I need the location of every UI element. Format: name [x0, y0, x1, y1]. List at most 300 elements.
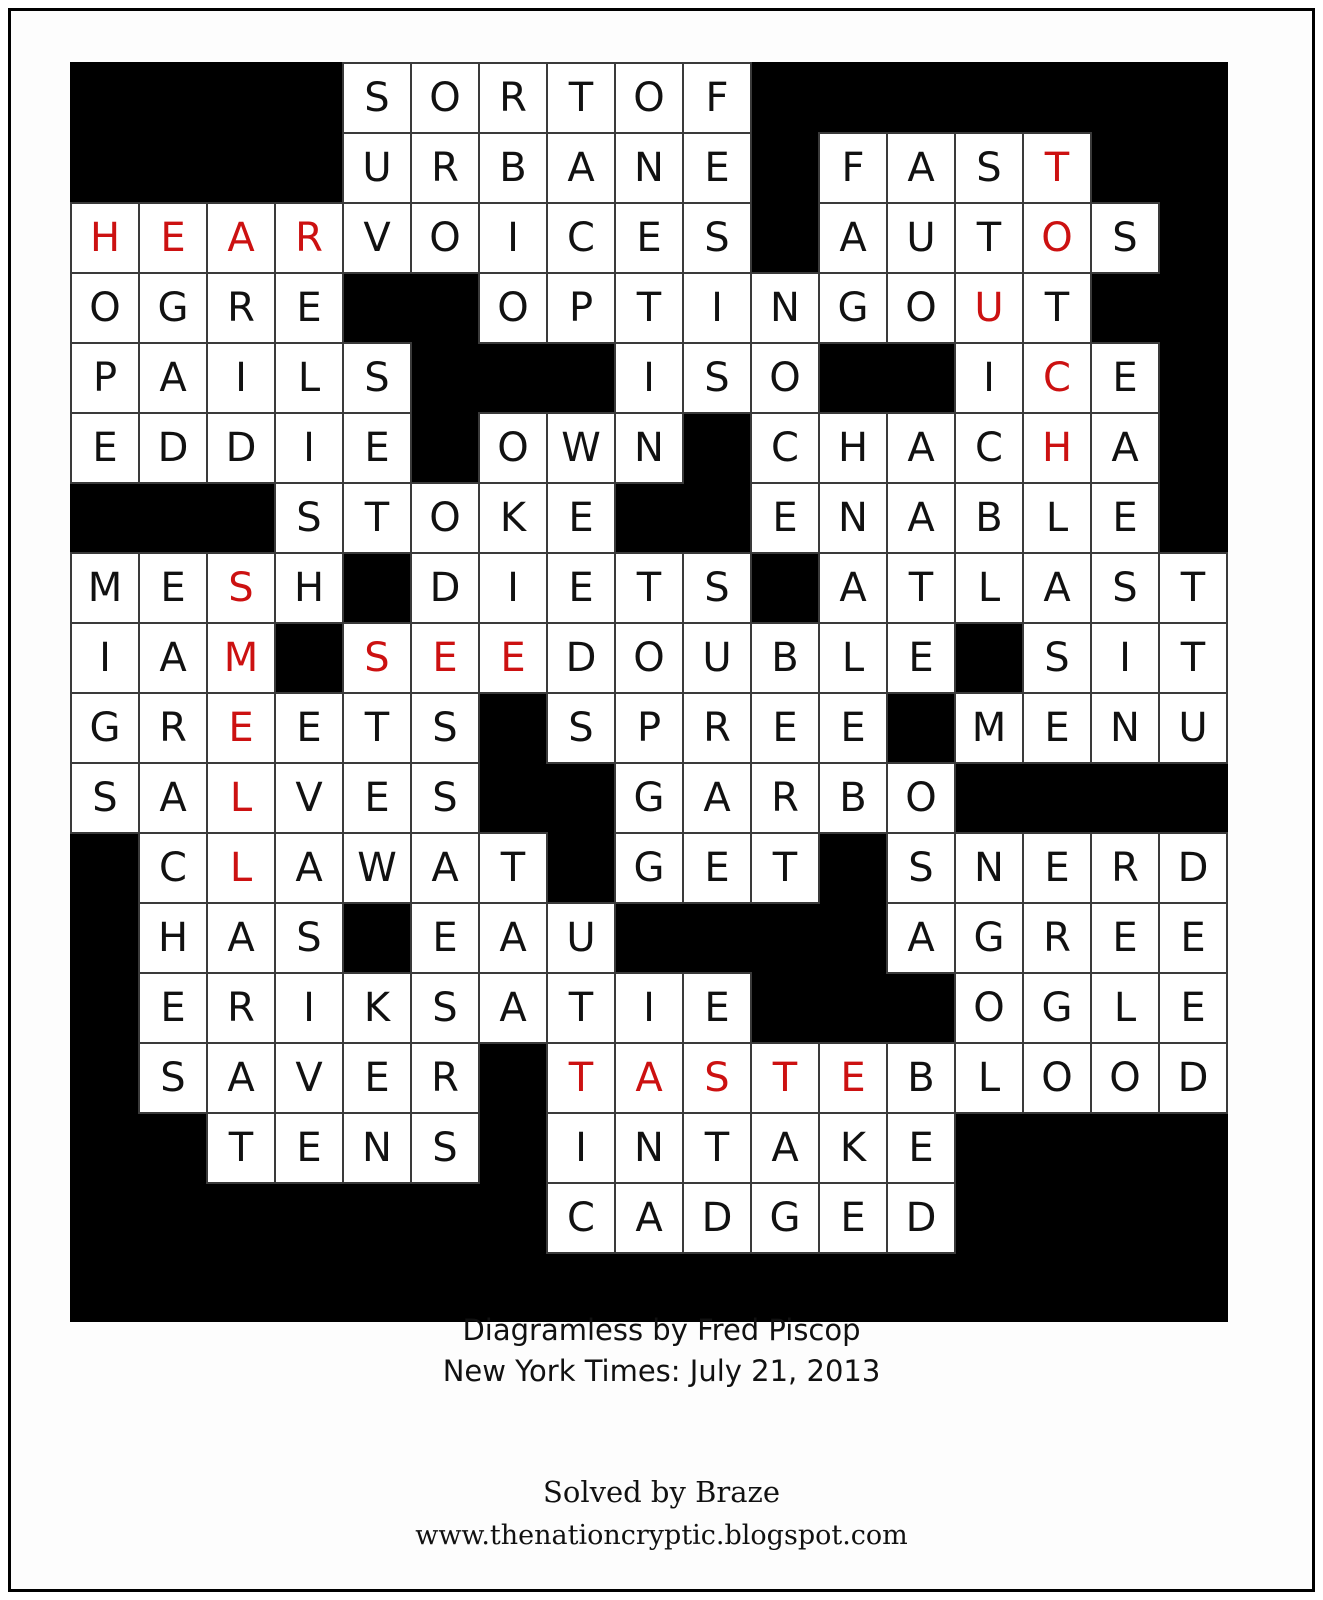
grid-cell-letter[interactable]: A	[887, 483, 955, 553]
grid-cell-letter[interactable]: V	[275, 763, 343, 833]
grid-cell-letter[interactable]: O	[479, 273, 547, 343]
grid-cell-block	[1091, 133, 1159, 203]
grid-cell-letter[interactable]: R	[1091, 833, 1159, 903]
grid-cell-letter[interactable]: P	[615, 693, 683, 763]
grid-cell-letter[interactable]: G	[139, 273, 207, 343]
grid-cell-block	[1159, 203, 1227, 273]
grid-cell-letter[interactable]: O	[479, 413, 547, 483]
grid-cell-letter[interactable]: I	[955, 343, 1023, 413]
grid-cell-letter[interactable]: E	[683, 973, 751, 1043]
grid-cell-letter[interactable]: E	[343, 1043, 411, 1113]
grid-cell-block	[1091, 1183, 1159, 1253]
grid-cell-letter[interactable]: K	[343, 973, 411, 1043]
grid-cell-letter[interactable]: C	[1023, 343, 1091, 413]
grid-cell-letter[interactable]: A	[1091, 413, 1159, 483]
grid-cell-letter[interactable]: E	[1091, 903, 1159, 973]
grid-cell-letter[interactable]: I	[71, 623, 139, 693]
grid-cell-block	[411, 1183, 479, 1253]
grid-cell-letter[interactable]: O	[955, 973, 1023, 1043]
grid-cell-block	[1159, 413, 1227, 483]
grid-cell-letter[interactable]: A	[819, 553, 887, 623]
grid-cell-letter[interactable]: A	[615, 1043, 683, 1113]
grid-cell-letter[interactable]: O	[887, 763, 955, 833]
grid-cell-letter[interactable]: E	[1023, 693, 1091, 763]
grid-cell-block	[479, 343, 547, 413]
grid-cell-block	[819, 903, 887, 973]
grid-cell-block	[71, 903, 139, 973]
grid-cell-letter[interactable]: T	[683, 1113, 751, 1183]
grid-cell-letter[interactable]: T	[1159, 553, 1227, 623]
grid-cell-letter[interactable]: E	[683, 133, 751, 203]
grid-cell-block	[411, 413, 479, 483]
grid-cell-letter[interactable]: K	[479, 483, 547, 553]
grid-cell-letter[interactable]: S	[411, 1113, 479, 1183]
grid-cell-letter[interactable]: G	[955, 903, 1023, 973]
grid-cell-letter[interactable]: S	[275, 903, 343, 973]
grid-cell-block	[683, 903, 751, 973]
grid-cell-letter[interactable]: D	[207, 413, 275, 483]
grid-cell-letter[interactable]: E	[275, 693, 343, 763]
grid-cell-letter[interactable]: A	[683, 763, 751, 833]
grid-cell-block	[1091, 273, 1159, 343]
grid-cell-letter[interactable]: A	[887, 133, 955, 203]
grid-cell-block	[139, 1183, 207, 1253]
grid-cell-letter[interactable]: O	[615, 623, 683, 693]
grid-cell-letter[interactable]: D	[547, 623, 615, 693]
grid-row	[71, 483, 1227, 553]
grid-cell-block	[275, 133, 343, 203]
grid-cell-letter[interactable]: H	[139, 903, 207, 973]
grid-cell-block	[547, 343, 615, 413]
grid-cell-letter[interactable]: E	[1091, 343, 1159, 413]
grid-cell-letter[interactable]: C	[547, 1183, 615, 1253]
grid-cell-block	[955, 63, 1023, 133]
grid-cell-letter[interactable]: E	[887, 623, 955, 693]
grid-cell-letter[interactable]: H	[819, 413, 887, 483]
grid-cell-block	[71, 133, 139, 203]
grid-cell-block	[71, 833, 139, 903]
grid-cell-letter[interactable]: B	[819, 763, 887, 833]
grid-cell-letter[interactable]: S	[207, 553, 275, 623]
grid-cell-letter[interactable]: R	[683, 693, 751, 763]
grid-cell-block	[343, 903, 411, 973]
grid-cell-letter[interactable]: T	[343, 483, 411, 553]
grid-cell-letter[interactable]: W	[547, 413, 615, 483]
grid-cell-block	[139, 483, 207, 553]
grid-cell-block	[887, 693, 955, 763]
grid-cell-letter[interactable]: G	[1023, 973, 1091, 1043]
grid-cell-letter[interactable]: L	[819, 623, 887, 693]
grid-cell-block	[71, 483, 139, 553]
grid-cell-block	[479, 1113, 547, 1183]
grid-cell-letter[interactable]: T	[1023, 133, 1091, 203]
grid-cell-block	[955, 623, 1023, 693]
crossword-grid	[70, 62, 1228, 1322]
grid-cell-block	[71, 1043, 139, 1113]
grid-cell-letter[interactable]: T	[751, 1043, 819, 1113]
grid-cell-letter[interactable]: E	[139, 553, 207, 623]
grid-cell-letter[interactable]: A	[887, 903, 955, 973]
grid-cell-letter[interactable]: E	[343, 763, 411, 833]
grid-cell-letter[interactable]: N	[819, 483, 887, 553]
grid-cell-letter[interactable]: S	[411, 693, 479, 763]
grid-cell-letter[interactable]: A	[819, 203, 887, 273]
grid-row	[71, 693, 1227, 763]
grid-cell-letter[interactable]: M	[207, 623, 275, 693]
grid-cell-block	[1159, 1113, 1227, 1183]
grid-cell-letter[interactable]: D	[139, 413, 207, 483]
grid-cell-letter[interactable]: O	[1091, 1043, 1159, 1113]
grid-cell-letter[interactable]: N	[343, 1113, 411, 1183]
grid-cell-letter[interactable]: O	[1023, 203, 1091, 273]
grid-cell-letter[interactable]: I	[615, 343, 683, 413]
grid-cell-letter[interactable]: E	[819, 1043, 887, 1113]
grid-cell-block	[275, 63, 343, 133]
grid-cell-block	[139, 1113, 207, 1183]
grid-cell-letter[interactable]: T	[887, 553, 955, 623]
grid-cell-block	[751, 553, 819, 623]
grid-cell-block	[887, 63, 955, 133]
grid-row	[71, 1043, 1227, 1113]
grid-cell-letter[interactable]: M	[955, 693, 1023, 763]
grid-cell-block	[479, 763, 547, 833]
grid-cell-letter[interactable]: L	[275, 343, 343, 413]
grid-row	[71, 63, 1227, 133]
grid-cell-letter[interactable]: A	[139, 763, 207, 833]
grid-cell-letter[interactable]: B	[479, 133, 547, 203]
grid-cell-letter[interactable]: G	[71, 693, 139, 763]
grid-cell-letter[interactable]: E	[411, 903, 479, 973]
grid-cell-letter[interactable]: L	[207, 763, 275, 833]
grid-cell-letter[interactable]: S	[71, 763, 139, 833]
grid-cell-letter[interactable]: U	[683, 623, 751, 693]
grid-cell-letter[interactable]: S	[1091, 203, 1159, 273]
grid-cell-block	[1023, 763, 1091, 833]
grid-cell-letter[interactable]: S	[1091, 553, 1159, 623]
credit-block	[0, 1470, 1323, 1558]
grid-cell-letter[interactable]: D	[1159, 833, 1227, 903]
grid-cell-block	[1159, 483, 1227, 553]
grid-cell-letter[interactable]: L	[1091, 973, 1159, 1043]
grid-cell-letter[interactable]: A	[547, 133, 615, 203]
grid-cell-letter[interactable]: E	[683, 833, 751, 903]
grid-cell-block	[615, 903, 683, 973]
grid-cell-letter[interactable]: S	[955, 133, 1023, 203]
grid-cell-letter[interactable]: S	[683, 1043, 751, 1113]
grid-cell-block	[819, 343, 887, 413]
grid-cell-letter[interactable]: A	[479, 973, 547, 1043]
grid-cell-letter[interactable]: E	[547, 553, 615, 623]
grid-cell-letter[interactable]: E	[751, 483, 819, 553]
grid-cell-letter[interactable]: S	[1023, 623, 1091, 693]
grid-cell-letter[interactable]: A	[411, 833, 479, 903]
grid-cell-letter[interactable]: I	[207, 343, 275, 413]
grid-cell-letter[interactable]: E	[139, 973, 207, 1043]
grid-cell-letter[interactable]: T	[615, 273, 683, 343]
grid-cell-letter[interactable]: H	[71, 203, 139, 273]
grid-cell-letter[interactable]: C	[139, 833, 207, 903]
grid-cell-letter[interactable]: L	[207, 833, 275, 903]
grid-cell-letter[interactable]: A	[139, 343, 207, 413]
grid-cell-letter[interactable]: I	[683, 273, 751, 343]
grid-cell-letter[interactable]: T	[615, 553, 683, 623]
grid-row	[71, 1183, 1227, 1253]
grid-cell-block	[751, 63, 819, 133]
grid-cell-letter[interactable]: L	[955, 553, 1023, 623]
grid-cell-letter[interactable]: S	[275, 483, 343, 553]
grid-cell-letter[interactable]: M	[71, 553, 139, 623]
grid-row	[71, 1113, 1227, 1183]
grid-cell-letter[interactable]: I	[615, 973, 683, 1043]
grid-row	[71, 203, 1227, 273]
grid-cell-letter[interactable]: E	[887, 1113, 955, 1183]
grid-cell-letter[interactable]: I	[1091, 623, 1159, 693]
grid-cell-letter[interactable]: C	[547, 203, 615, 273]
grid-cell-letter[interactable]: U	[955, 273, 1023, 343]
grid-cell-letter[interactable]: R	[207, 973, 275, 1043]
grid-cell-block	[751, 133, 819, 203]
grid-cell-letter[interactable]: D	[411, 553, 479, 623]
grid-cell-block	[819, 833, 887, 903]
grid-cell-letter[interactable]: T	[207, 1113, 275, 1183]
grid-cell-letter[interactable]: E	[411, 623, 479, 693]
grid-cell-block	[207, 133, 275, 203]
grid-cell-block	[547, 833, 615, 903]
grid-cell-letter[interactable]: R	[275, 203, 343, 273]
grid-cell-letter[interactable]: T	[547, 63, 615, 133]
grid-cell-letter[interactable]: O	[71, 273, 139, 343]
grid-cell-block	[1091, 1113, 1159, 1183]
grid-cell-letter[interactable]: T	[547, 973, 615, 1043]
grid-cell-block	[479, 1183, 547, 1253]
grid-cell-letter[interactable]: E	[139, 203, 207, 273]
grid-cell-letter[interactable]: G	[615, 763, 683, 833]
grid-cell-block	[343, 1183, 411, 1253]
grid-cell-block	[343, 553, 411, 623]
grid-cell-block	[955, 1183, 1023, 1253]
grid-cell-letter[interactable]: A	[139, 623, 207, 693]
grid-cell-letter[interactable]: F	[683, 63, 751, 133]
grid-cell-block	[547, 763, 615, 833]
grid-cell-letter[interactable]: L	[1023, 483, 1091, 553]
grid-cell-letter[interactable]: E	[343, 413, 411, 483]
grid-cell-letter[interactable]: O	[1023, 1043, 1091, 1113]
grid-row	[71, 273, 1227, 343]
grid-cell-letter[interactable]: E	[1091, 483, 1159, 553]
grid-cell-letter[interactable]: S	[683, 553, 751, 623]
grid-cell-letter[interactable]: E	[275, 273, 343, 343]
grid-row	[71, 413, 1227, 483]
grid-cell-letter[interactable]: T	[479, 833, 547, 903]
grid-cell-block	[751, 903, 819, 973]
grid-cell-block	[71, 63, 139, 133]
grid-cell-letter[interactable]: O	[411, 63, 479, 133]
grid-cell-letter[interactable]: T	[955, 203, 1023, 273]
grid-cell-letter[interactable]: A	[275, 833, 343, 903]
solver-credit: Solved by Braze	[543, 1475, 780, 1509]
grid-cell-block	[71, 1183, 139, 1253]
grid-cell-letter[interactable]: H	[275, 553, 343, 623]
grid-cell-block	[751, 973, 819, 1043]
grid-cell-letter[interactable]: N	[955, 833, 1023, 903]
grid-cell-letter[interactable]: D	[887, 1183, 955, 1253]
grid-cell-letter[interactable]: E	[275, 1113, 343, 1183]
grid-cell-block	[207, 1183, 275, 1253]
grid-row	[71, 553, 1227, 623]
grid-cell-letter[interactable]: S	[887, 833, 955, 903]
grid-cell-letter[interactable]: U	[887, 203, 955, 273]
grid-cell-letter[interactable]: E	[547, 483, 615, 553]
grid-cell-letter[interactable]: T	[751, 833, 819, 903]
grid-cell-letter[interactable]: N	[615, 413, 683, 483]
grid-cell-block	[275, 623, 343, 693]
grid-cell-letter[interactable]: C	[955, 413, 1023, 483]
grid-cell-letter[interactable]: A	[615, 1183, 683, 1253]
grid-cell-letter[interactable]: U	[343, 133, 411, 203]
grid-cell-block	[1023, 1113, 1091, 1183]
grid-cell-letter[interactable]: L	[955, 1043, 1023, 1113]
puzzle-title: Diagramless by Fred Piscop	[462, 1313, 861, 1347]
grid-cell-letter[interactable]: N	[615, 1113, 683, 1183]
grid-cell-letter[interactable]: S	[343, 63, 411, 133]
grid-cell-block	[479, 1043, 547, 1113]
grid-cell-block	[1159, 1183, 1227, 1253]
grid-cell-block	[207, 483, 275, 553]
grid-cell-block	[683, 413, 751, 483]
grid-cell-letter[interactable]: E	[1159, 973, 1227, 1043]
grid-cell-letter[interactable]: I	[479, 553, 547, 623]
grid-cell-letter[interactable]: S	[683, 343, 751, 413]
grid-cell-letter[interactable]: D	[683, 1183, 751, 1253]
grid-cell-letter[interactable]: E	[751, 693, 819, 763]
grid-cell-letter[interactable]: E	[71, 413, 139, 483]
grid-cell-block	[71, 1113, 139, 1183]
grid-row	[71, 833, 1227, 903]
grid-cell-block	[887, 973, 955, 1043]
grid-cell-letter[interactable]: R	[411, 133, 479, 203]
grid-cell-letter[interactable]: B	[955, 483, 1023, 553]
grid-cell-letter[interactable]: O	[411, 483, 479, 553]
grid-cell-letter[interactable]: B	[887, 1043, 955, 1113]
grid-cell-letter[interactable]: A	[479, 903, 547, 973]
grid-cell-block	[683, 483, 751, 553]
grid-cell-letter[interactable]: R	[479, 63, 547, 133]
grid-cell-letter[interactable]: R	[411, 1043, 479, 1113]
grid-row	[71, 623, 1227, 693]
grid-cell-letter[interactable]: E	[819, 693, 887, 763]
grid-cell-block	[887, 343, 955, 413]
grid-cell-letter[interactable]: V	[275, 1043, 343, 1113]
grid-cell-letter[interactable]: V	[343, 203, 411, 273]
grid-cell-letter[interactable]: O	[411, 203, 479, 273]
grid-cell-letter[interactable]: T	[1023, 273, 1091, 343]
grid-cell-letter[interactable]: R	[751, 763, 819, 833]
grid-cell-letter[interactable]: G	[751, 1183, 819, 1253]
grid-cell-letter[interactable]: E	[1023, 833, 1091, 903]
grid-cell-letter[interactable]: H	[1023, 413, 1091, 483]
grid-cell-letter[interactable]: N	[615, 133, 683, 203]
grid-cell-letter[interactable]: G	[615, 833, 683, 903]
grid-cell-letter[interactable]: S	[343, 623, 411, 693]
grid-cell-letter[interactable]: G	[819, 273, 887, 343]
grid-cell-letter[interactable]: P	[547, 273, 615, 343]
grid-cell-letter[interactable]: E	[615, 203, 683, 273]
grid-cell-block	[1159, 763, 1227, 833]
grid-cell-letter[interactable]: O	[887, 273, 955, 343]
grid-cell-letter[interactable]: N	[751, 273, 819, 343]
grid-cell-block	[411, 273, 479, 343]
grid-cell-letter[interactable]: P	[71, 343, 139, 413]
grid-cell-letter[interactable]: E	[479, 623, 547, 693]
grid-cell-letter[interactable]: F	[819, 133, 887, 203]
grid-cell-letter[interactable]: I	[479, 203, 547, 273]
grid-cell-letter[interactable]: A	[887, 413, 955, 483]
grid-cell-block	[1159, 343, 1227, 413]
puzzle-publication: New York Times: July 21, 2013	[442, 1354, 881, 1388]
grid-row	[71, 903, 1227, 973]
grid-cell-letter[interactable]: I	[275, 973, 343, 1043]
grid-cell-letter[interactable]: S	[343, 343, 411, 413]
grid-cell-block	[819, 973, 887, 1043]
grid-cell-letter[interactable]: A	[207, 203, 275, 273]
grid-cell-letter[interactable]: T	[1159, 623, 1227, 693]
grid-cell-letter[interactable]: B	[751, 623, 819, 693]
grid-cell-letter[interactable]: E	[819, 1183, 887, 1253]
crossword-grid-container	[70, 62, 1228, 1322]
grid-cell-letter[interactable]: R	[207, 273, 275, 343]
grid-cell-letter[interactable]: W	[343, 833, 411, 903]
grid-cell-letter[interactable]: I	[547, 1113, 615, 1183]
grid-cell-letter[interactable]: S	[411, 973, 479, 1043]
grid-cell-letter[interactable]: S	[547, 693, 615, 763]
caption-block	[0, 1310, 1323, 1392]
grid-cell-letter[interactable]: T	[343, 693, 411, 763]
grid-cell-letter[interactable]: R	[139, 693, 207, 763]
grid-cell-block	[819, 63, 887, 133]
grid-cell-block	[275, 1183, 343, 1253]
grid-cell-letter[interactable]: C	[751, 413, 819, 483]
grid-cell-letter[interactable]: I	[275, 413, 343, 483]
grid-cell-letter[interactable]: S	[139, 1043, 207, 1113]
grid-cell-block	[1023, 63, 1091, 133]
grid-cell-letter[interactable]: D	[1159, 1043, 1227, 1113]
grid-cell-block	[1091, 763, 1159, 833]
grid-cell-letter[interactable]: A	[1023, 553, 1091, 623]
grid-cell-block	[955, 1113, 1023, 1183]
grid-cell-letter[interactable]: A	[751, 1113, 819, 1183]
grid-cell-block	[479, 693, 547, 763]
grid-cell-letter[interactable]: E	[207, 693, 275, 763]
grid-cell-letter[interactable]: S	[683, 203, 751, 273]
grid-cell-letter[interactable]: R	[1023, 903, 1091, 973]
grid-row	[71, 343, 1227, 413]
grid-cell-letter[interactable]: A	[207, 1043, 275, 1113]
grid-row	[71, 763, 1227, 833]
grid-cell-letter[interactable]: U	[547, 903, 615, 973]
grid-cell-letter[interactable]: O	[751, 343, 819, 413]
grid-cell-letter[interactable]: O	[615, 63, 683, 133]
grid-cell-letter[interactable]: S	[411, 763, 479, 833]
grid-cell-letter[interactable]: U	[1159, 693, 1227, 763]
grid-cell-letter[interactable]: N	[1091, 693, 1159, 763]
grid-cell-letter[interactable]: A	[207, 903, 275, 973]
grid-cell-block	[411, 343, 479, 413]
grid-cell-letter[interactable]: T	[547, 1043, 615, 1113]
grid-cell-block	[1159, 63, 1227, 133]
grid-cell-letter[interactable]: K	[819, 1113, 887, 1183]
grid-cell-letter[interactable]: E	[1159, 903, 1227, 973]
grid-cell-block	[71, 973, 139, 1043]
